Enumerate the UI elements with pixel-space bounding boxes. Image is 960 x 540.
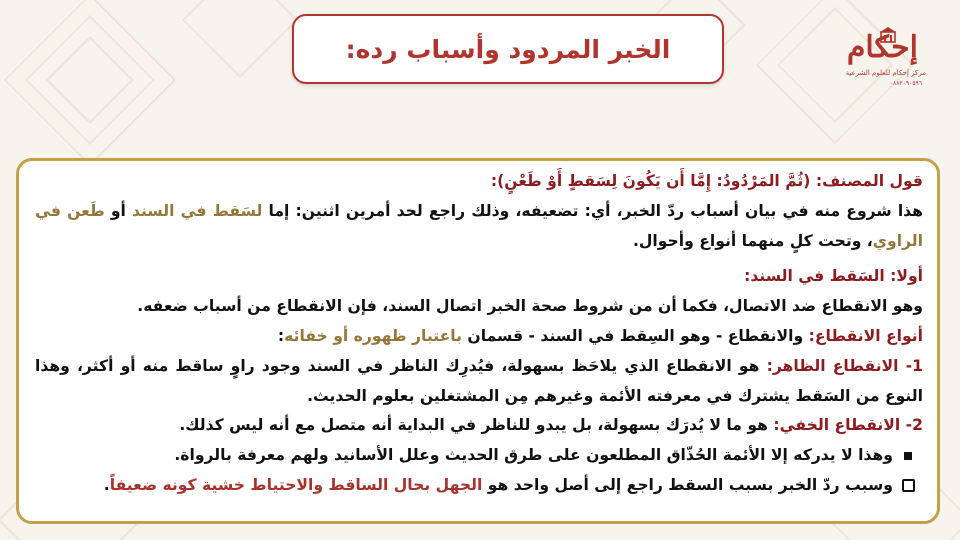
intro-highlight-sanad: لسَقط في السند — [132, 201, 263, 220]
intro-text-1: هذا شروع منه في بيان أسباب ردّ الخبر، أي: تضعيفه، وذلك راجع لحد أمرين اثنين: إما — [268, 201, 923, 220]
types-highlight: باعتبار ظهوره أو خفائه — [284, 326, 462, 345]
first-body: وهو الانقطاع ضد الاتصال، فكما أن من شروط صحة الخبر اتصال السند، فإن الانقطاع من أسباب ضعفه. — [137, 297, 923, 316]
types-line — [35, 322, 923, 352]
logo — [845, 28, 932, 94]
first-heading — [35, 262, 923, 292]
types-body: والانقطاع - وهو السِقط في السند - قسمان — [467, 326, 804, 345]
hidden-paragraph — [35, 411, 923, 441]
slide-title: الخبر المردود وأسباب رده: — [345, 34, 671, 64]
apparent-body: هو الانقطاع الذي يلاحَظ بسهولة، فيُدرِك الناظر في السند وجود راوٍ ساقط منه أو أكثر، وهذا النوع من السَقط يشترك في معرفته الأئمة وغيرهم مِن المشتغلين بعلوم الحديث. — [35, 356, 923, 405]
types-end: : — [277, 326, 285, 345]
intro-highlight-rawi: طَعن في الراوي — [35, 201, 923, 250]
hidden-body: هو ما لا يُدرَك بسهولة، بل يبدو للناظر في البداية أنه متصل مع أنه ليس كذلك. — [179, 416, 768, 435]
title-box — [292, 14, 724, 84]
bullet-2-end: . — [103, 475, 110, 494]
first-heading-text: أولا: السَقط في السند: — [744, 267, 923, 286]
content-box — [16, 158, 940, 524]
quote-text: (ثُمَّ المَرْدُودُ: إِمَّا أَن يَكُونَ لِسَقطٍ أَوْ طَعْنٍ): — [490, 172, 811, 190]
bullet-item-2 — [35, 471, 923, 501]
apparent-label: 1- الانقطاع الظاهر: — [766, 356, 923, 375]
intro-paragraph — [35, 197, 923, 257]
intro-or: أو — [110, 201, 126, 220]
intro-text-2: ، وتحت كلٍ منهما أنواع وأحوال. — [632, 231, 873, 250]
logo-phone: ٠٨٨٢٠٩٠٥٩٦ — [889, 80, 922, 87]
types-label: أنواع الانقطاع: — [808, 326, 923, 345]
content-text — [35, 167, 923, 501]
bullet-2-highlight: الجهل بحال الساقط والاحتياط خشية كونه ضعيفاً — [109, 475, 483, 494]
quote-line — [35, 167, 923, 197]
checkbox-bullet-icon — [893, 471, 923, 501]
bullet-2-start: وسبب ردّ الخبر بسبب السقط راجع إلى أصل واحد هو — [487, 475, 893, 494]
hidden-label: 2- الانقطاع الخفي: — [773, 416, 923, 435]
quote-label: قول المصنف: — [815, 172, 923, 190]
logo-subtitle: مركز إحكام للعلوم الشرعية — [845, 69, 926, 77]
bullet-1-text: وهذا لا يدركه إلا الأئمة الحُذّاق المطلعون على طرق الحديث وعلل الأسانيد ولهم معرفة بالرواة. — [174, 446, 893, 465]
bullet-item-1 — [35, 441, 923, 471]
bullet-2-text — [35, 471, 893, 501]
filled-square-bullet-icon — [893, 441, 923, 471]
logo-wordmark: إحكام — [846, 30, 918, 65]
apparent-paragraph — [35, 352, 923, 412]
